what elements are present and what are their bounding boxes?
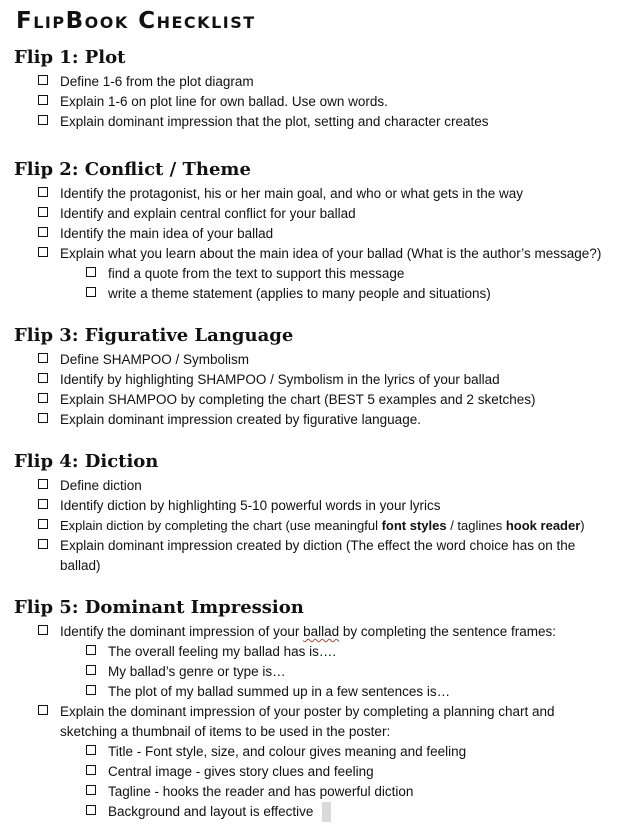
checklist-item <box>38 536 596 576</box>
checkbox-icon[interactable] <box>38 75 48 85</box>
flip1-heading: Flip 1: Plot <box>14 47 126 68</box>
checkbox-icon[interactable] <box>38 413 48 423</box>
checkbox-icon[interactable] <box>86 645 96 655</box>
checklist-subitem <box>86 264 404 284</box>
checklist-item <box>38 622 556 642</box>
checklist-item <box>38 350 249 370</box>
checkbox-icon[interactable] <box>38 519 48 529</box>
checklist-item <box>38 92 388 112</box>
checkbox-icon[interactable] <box>86 287 96 297</box>
checkbox-icon[interactable] <box>38 207 48 217</box>
text-cursor-highlight[interactable] <box>322 802 331 822</box>
document-title: FlipBook Checklist <box>16 8 256 34</box>
flip2-heading: Flip 2: Conflict / Theme <box>14 159 251 180</box>
checklist-subitem-text: find a quote from the text to support this message <box>108 266 405 281</box>
checklist-item-text: Identify and explain central conflict for your ballad <box>60 206 356 221</box>
checklist-subitem <box>86 742 466 762</box>
checklist-item <box>38 496 440 516</box>
checklist-item <box>38 184 523 204</box>
checkbox-icon[interactable] <box>86 785 96 795</box>
checklist-subitem-text: Central image - gives story clues and feeling <box>108 764 374 779</box>
checklist-item-text <box>60 624 556 639</box>
checklist-item-text: Define SHAMPOO / Symbolism <box>60 352 250 367</box>
checkbox-icon[interactable] <box>86 745 96 755</box>
flip3-heading: Flip 3: Figurative Language <box>14 325 294 346</box>
checklist-item-text <box>60 518 585 533</box>
checklist-item <box>38 476 142 496</box>
checklist-item <box>38 516 585 536</box>
checkbox-icon[interactable] <box>86 665 96 675</box>
checklist-item-text: Identify diction by highlighting 5-10 powerful words in your lyrics <box>60 498 441 513</box>
checkbox-icon[interactable] <box>86 685 96 695</box>
checklist-subitem-text: The overall feeling my ballad has is…. <box>108 644 337 659</box>
hook-reader-bold: hook reader <box>505 518 581 533</box>
checkbox-icon[interactable] <box>38 625 48 635</box>
checklist-item-text: Explain dominant impression created by figurative language. <box>60 412 421 427</box>
checkbox-icon[interactable] <box>38 187 48 197</box>
checkbox-icon[interactable] <box>38 115 48 125</box>
flip5-heading: Flip 5: Dominant Impression <box>14 597 304 618</box>
checklist-subitem <box>86 802 313 822</box>
checklist-item-text: Define diction <box>60 478 142 493</box>
checklist-subitem-text: write a theme statement (applies to many people and situations) <box>108 286 491 301</box>
checkbox-icon[interactable] <box>86 765 96 775</box>
checkbox-icon[interactable] <box>38 539 48 549</box>
checklist-item-text: Define 1-6 from the plot diagram <box>60 74 254 89</box>
checkbox-icon[interactable] <box>38 373 48 383</box>
checklist-subitem-text: Title - Font style, size, and colour gives meaning and feeling <box>108 744 467 759</box>
checklist-item-text: Explain what you learn about the main idea of your ballad (What is the author’s message?) <box>60 246 602 261</box>
spellcheck-word: ballad <box>303 624 340 639</box>
checkbox-icon[interactable] <box>86 805 96 815</box>
item-text-part: by completing the sentence frames: <box>339 624 557 639</box>
checklist-item-text: Identify the main idea of your ballad <box>60 226 274 241</box>
item-text-part: Explain diction by completing the chart (use meaningful <box>60 518 382 533</box>
checklist-item <box>38 112 489 132</box>
checkbox-icon[interactable] <box>38 247 48 257</box>
checkbox-icon[interactable] <box>38 705 48 715</box>
checkbox-icon[interactable] <box>38 95 48 105</box>
checklist-item-text: Identify by highlighting SHAMPOO / Symbolism in the lyrics of your ballad <box>60 372 500 387</box>
checklist-item-text: Explain SHAMPOO by completing the chart (BEST 5 examples and 2 sketches) <box>60 392 536 407</box>
item-text-part: Identify the dominant impression of your <box>60 624 304 639</box>
checklist-item <box>38 390 535 410</box>
checklist-subitem-text: Background and layout is effective <box>108 804 314 819</box>
checklist-subitem-text: The plot of my ballad summed up in a few sentences is… <box>108 684 451 699</box>
item-text-part: ) <box>580 518 585 533</box>
checklist-subitem <box>86 682 450 702</box>
checklist-item <box>38 72 254 92</box>
checkbox-icon[interactable] <box>38 227 48 237</box>
checkbox-icon[interactable] <box>38 479 48 489</box>
checklist-item <box>38 204 356 224</box>
checklist-item-text: Explain dominant impression that the plot, setting and character creates <box>60 114 489 129</box>
checklist-subitem <box>86 284 491 304</box>
checklist-subitem <box>86 662 286 682</box>
checklist-item <box>38 370 500 390</box>
checklist-item-text: Explain 1-6 on plot line for own ballad. Use own words. <box>60 94 388 109</box>
checklist-item-text: Explain the dominant impression of your poster by completing a planning chart and sketching a thumbnail of items to be used in the poster: <box>60 704 555 739</box>
checklist-subitem-text: My ballad’s genre or type is… <box>108 664 286 679</box>
checklist-item <box>38 410 421 430</box>
checklist-item-text: Explain dominant impression created by diction (The effect the word choice has on the ballad) <box>60 538 576 573</box>
font-styles-bold: font styles <box>381 518 447 533</box>
checklist-item <box>38 224 273 244</box>
checklist-item <box>38 702 596 742</box>
checklist-item-text: Identify the protagonist, his or her main goal, and who or what gets in the way <box>60 186 524 201</box>
checkbox-icon[interactable] <box>86 267 96 277</box>
checkbox-icon[interactable] <box>38 353 48 363</box>
checklist-item <box>38 244 601 264</box>
checkbox-icon[interactable] <box>38 393 48 403</box>
item-text-part: / taglines <box>446 518 506 533</box>
checklist-subitem <box>86 782 413 802</box>
checklist-subitem <box>86 762 374 782</box>
checklist-subitem <box>86 642 336 662</box>
flip4-heading: Flip 4: Diction <box>14 451 159 472</box>
checkbox-icon[interactable] <box>38 499 48 509</box>
checklist-subitem-text: Tagline - hooks the reader and has powerful diction <box>108 784 414 799</box>
